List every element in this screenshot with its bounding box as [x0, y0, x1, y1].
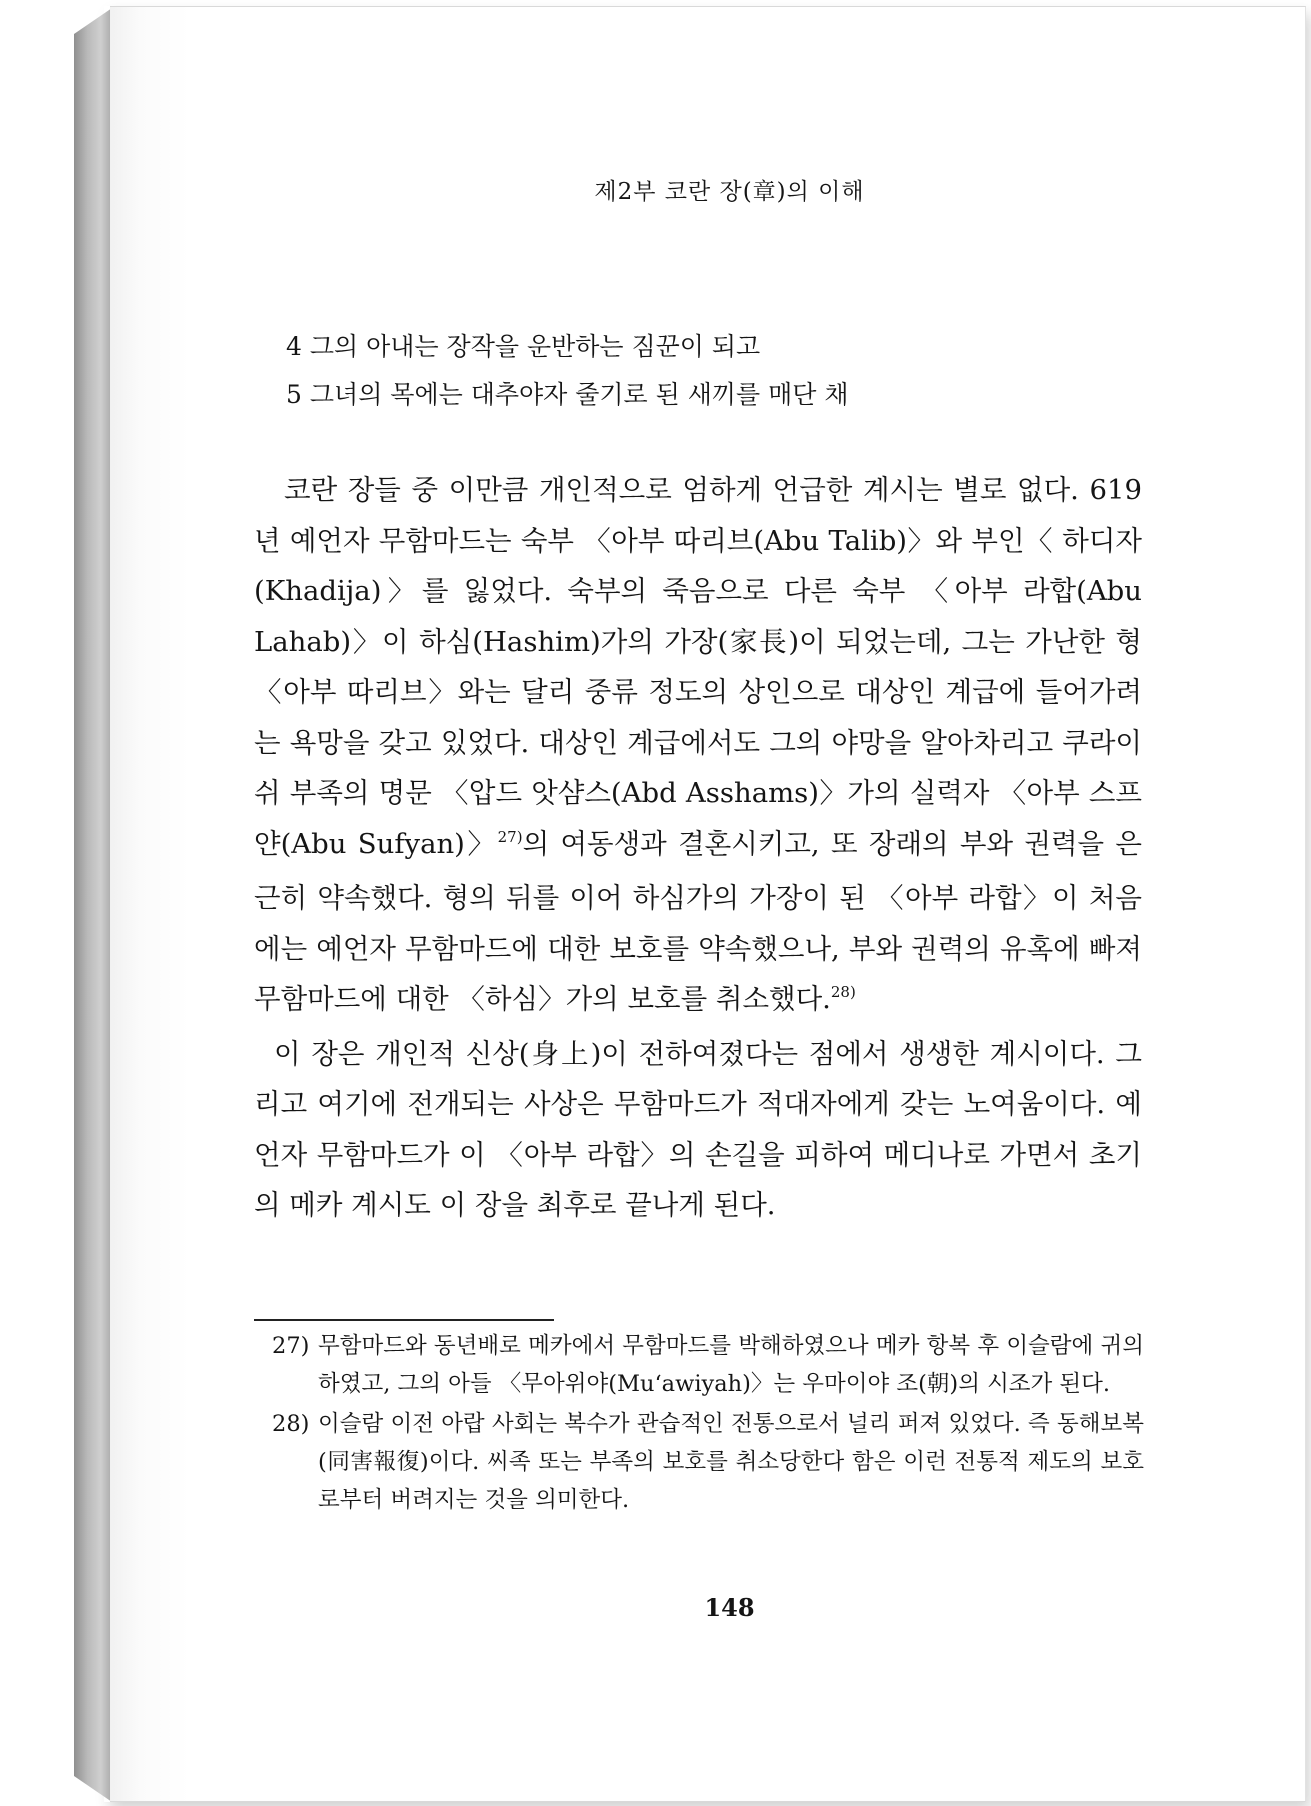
footnotes: [272, 1327, 1144, 1521]
paragraph-1: [254, 465, 1142, 1029]
verse-number: 5: [286, 380, 302, 409]
footnote-number: 27): [272, 1333, 310, 1359]
paragraph-2: 이 장은 개인적 신상(身上)이 전하여졌다는 점에서 생생한 계시이다. 그리고 여기에 전개되는 사상은 무함마드가 적대자에게 갖는 노여움이다. 예언자 무함마드가 이 〈아부 라합〉의 손길을 피하여 메디나로 가면서 초기의 메카 계시도 이 장을 최후로 끝나게 된다.: [254, 1037, 1142, 1221]
verse-4: [286, 323, 1106, 371]
verse-text: 그의 아내는 장작을 운반하는 짐꾼이 되고: [309, 332, 761, 361]
footnote-ref-27[interactable]: 27): [497, 827, 523, 846]
footnote-text: 이슬람 이전 아랍 사회는 복수가 관습적인 전통으로서 널리 퍼져 있었다. 즉 동해보복(同害報復)이다. 씨족 또는 부족의 보호를 취소당한다 함은 이런 전통적 제도의 보호로부터 버려지는 것을 의미한다.: [318, 1411, 1144, 1513]
footnote-number: 28): [272, 1411, 310, 1437]
book-spine: [74, 8, 112, 1802]
verse-number: 4: [286, 332, 302, 361]
footnote-text: 무함마드와 동년배로 메카에서 무함마드를 박해하였으나 메카 항복 후 이슬람에 귀의하였고, 그의 아들 〈무아위야(Mu‘awiyah)〉는 우마이야 조(朝)의 시조가 된다.: [318, 1333, 1144, 1397]
paragraph-1-text: 코란 장들 중 이만큼 개인적으로 엄하게 언급한 계시는 별로 없다. 619년 예언자 무함마드는 숙부 〈아부 따리브(Abu Talib)〉와 부인〈 하디자(Khadija)〉를 잃었다. 숙부의 죽음으로 다른 숙부 〈아부 라합(Abu Lahab)〉이 하심(Hashim)가의 가장(家長)이 되었는데, 그는 가난한 형〈아부 따리브〉와는 달리 중류 정도의 상인으로 대상인 계급에 들어가려는 욕망을 갖고 있었다. 대상인 계급에서도 그의 야망을 알아차리고 쿠라이쉬 부족의 명문 〈압드 앗샴스(Abd Asshams)〉가의 실력자 〈아부 스프얀(Abu Sufyan)〉: [254, 474, 1142, 860]
verse-5: [286, 371, 1106, 419]
footnote-28: [272, 1405, 1144, 1519]
footnote-divider: [254, 1319, 554, 1321]
verse-text: 그녀의 목에는 대추야자 줄기로 된 새끼를 매단 채: [309, 380, 849, 409]
footnote-27: [272, 1327, 1144, 1403]
verse-list: [286, 323, 1106, 419]
body-text: [254, 465, 1142, 1231]
footnote-ref-28[interactable]: 28): [830, 983, 856, 1001]
paragraph-1-continued: 의 여동생과 결혼시키고, 또 장래의 부와 권력을 은근히 약속했다. 형의 뒤를 이어 하심가의 가장이 된 〈아부 라합〉이 처음에는 예언자 무함마드에 대한 보호를 약속했으나, 부와 권력의 유혹에 빠져 무함마드에 대한 〈하심〉가의 보호를 취소했다.: [254, 827, 1142, 1015]
page-number: 148: [704, 1593, 755, 1622]
running-header: 제2부 코란 장(章)의 이해: [594, 179, 865, 205]
book-page: [110, 6, 1306, 1802]
